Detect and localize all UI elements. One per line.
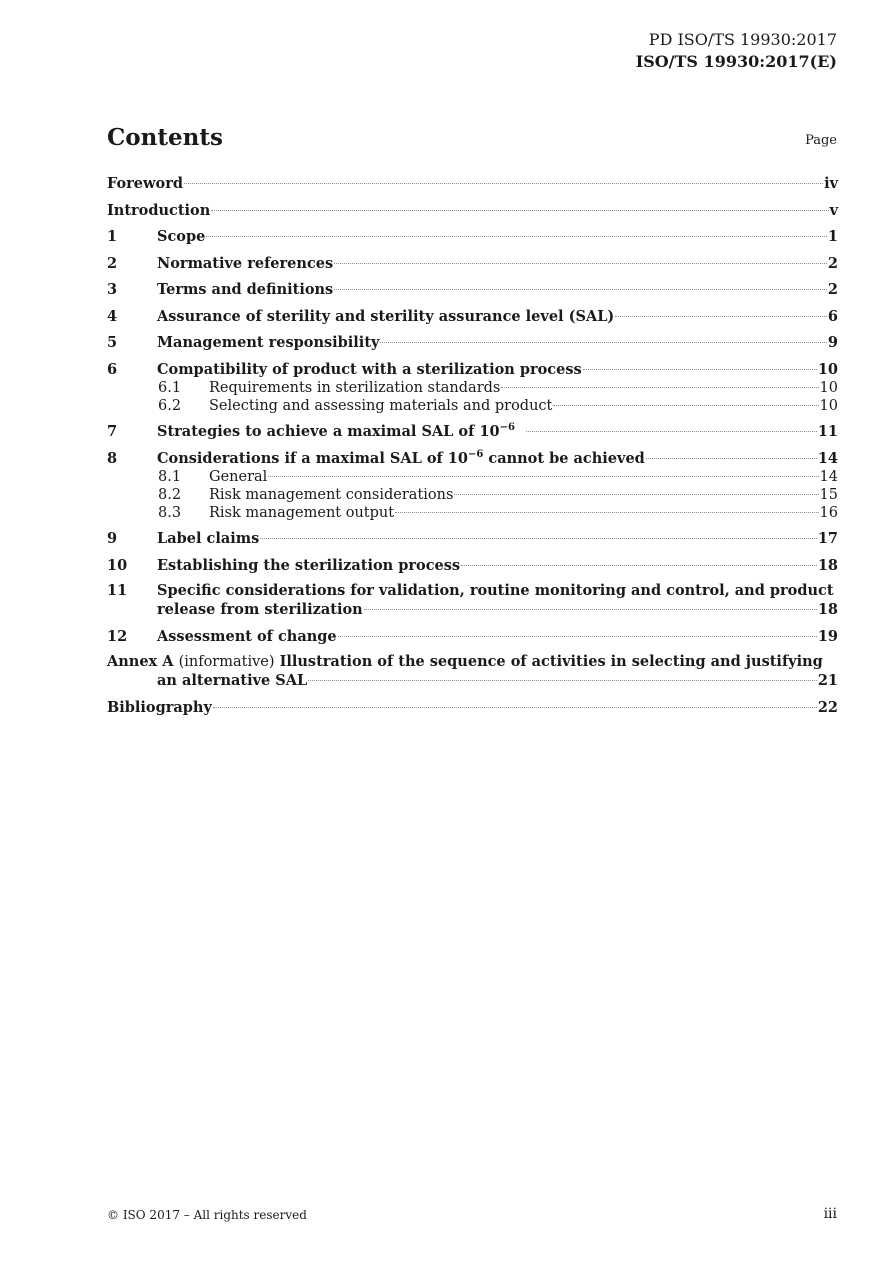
toc-subentry-title: Selecting and assessing materials and product	[209, 397, 553, 414]
toc-entry-number: 3	[107, 281, 118, 298]
toc-entry-number: 2	[107, 254, 118, 272]
toc-entry-6[interactable]	[107, 360, 838, 379]
dot-leader	[308, 680, 817, 681]
toc-entry-1[interactable]	[107, 227, 838, 246]
toc-entry-title: Label claims	[157, 530, 260, 547]
toc-subentry-8-3[interactable]	[107, 504, 838, 522]
dot-leader	[260, 538, 817, 539]
toc-entry-page: 1	[827, 228, 838, 245]
dot-leader	[380, 342, 826, 343]
toc-entry-page: iv	[824, 175, 838, 192]
toc-entry-number: 12	[107, 627, 128, 645]
dot-leader	[334, 289, 827, 290]
toc-entry-foreword[interactable]	[107, 174, 838, 193]
page-column-label: Page	[805, 133, 837, 148]
toc-entry-page: 2	[827, 254, 838, 272]
dot-leader	[211, 210, 828, 211]
dot-leader	[646, 458, 817, 459]
toc-entry-2[interactable]	[107, 254, 838, 273]
toc-subentry-number: 6.1	[158, 379, 182, 396]
toc-entry-4[interactable]	[107, 307, 838, 326]
toc-entry-introduction[interactable]	[107, 201, 838, 220]
toc-entry-number: 9	[107, 530, 118, 547]
toc-entry-5[interactable]	[107, 333, 838, 352]
dot-leader	[526, 431, 817, 432]
toc-subentry-number: 8.1	[158, 468, 182, 485]
dot-leader	[454, 494, 818, 495]
toc-entry-9[interactable]	[107, 529, 838, 548]
toc-entry-page: 18	[817, 600, 838, 618]
annex-type: (informative)	[178, 654, 275, 670]
toc-entry-title: Compatibility of product with a sterilization process	[157, 360, 582, 378]
toc-entry-8[interactable]	[107, 449, 838, 468]
toc-entry-page: 17	[817, 530, 838, 547]
superscript-exponent: −6	[499, 422, 515, 434]
toc-subentry-8-2[interactable]	[107, 486, 838, 504]
toc-entry-page: 6	[827, 307, 838, 325]
toc-entry-annex-a[interactable]	[107, 653, 838, 690]
annex-title-line1-text: Illustration of the sequence of activities in selecting and justifying	[279, 653, 823, 670]
dot-leader	[395, 512, 818, 513]
toc-entry-title: Terms and definitions	[157, 281, 334, 298]
toc-entry-page: v	[829, 201, 838, 219]
toc-subentry-title: General	[209, 468, 268, 485]
dot-leader	[334, 263, 827, 264]
toc-entry-number: 10	[107, 556, 128, 574]
toc-entry-page: 22	[817, 698, 838, 716]
toc-entry-page: 14	[817, 449, 838, 467]
dot-leader	[615, 316, 827, 317]
annex-title-line1	[107, 653, 838, 672]
dot-leader	[268, 476, 818, 477]
toc-entry-title: Assurance of sterility and sterility assurance level (SAL)	[157, 307, 615, 325]
dot-leader	[461, 565, 817, 566]
toc-subentry-page: 10	[819, 397, 838, 414]
toc-entry-title	[157, 422, 525, 441]
toc-entry-11[interactable]	[107, 582, 838, 619]
dot-leader	[213, 707, 817, 708]
toc-entry-number: 11	[107, 582, 128, 599]
toc-subentry-number: 8.2	[158, 486, 182, 503]
toc-subentry-6-1[interactable]	[107, 379, 838, 397]
toc-entry-page: 21	[817, 671, 838, 689]
toc-subentry-title: Risk management output	[209, 504, 395, 521]
toc-entry-title: Assessment of change	[157, 627, 337, 645]
toc-entry-12[interactable]	[107, 627, 838, 646]
dot-leader	[364, 609, 817, 610]
annex-title-line2: an alternative SAL	[157, 671, 308, 689]
toc-entry-page: 9	[827, 334, 838, 351]
toc-subentry-page: 10	[819, 379, 838, 396]
toc-entry-bibliography[interactable]	[107, 698, 838, 717]
header-document-number: PD ISO/TS 19930:2017	[648, 30, 837, 49]
superscript-exponent: −6	[467, 448, 484, 460]
toc-subentry-8-1[interactable]	[107, 468, 838, 486]
toc-entry-7[interactable]	[107, 422, 838, 441]
toc-entry-title: Management responsibility	[157, 334, 380, 351]
toc-entry-title-text-after: cannot be achieved	[483, 449, 645, 467]
toc-entry-title	[157, 449, 645, 468]
dot-leader	[583, 369, 817, 370]
toc-entry-title: Normative references	[157, 254, 334, 272]
toc-entry-number: 1	[107, 228, 118, 245]
toc-entry-title: Foreword	[107, 175, 183, 192]
toc-entry-page: 18	[817, 556, 838, 574]
toc-entry-title: Bibliography	[107, 698, 212, 716]
toc-entry-3[interactable]	[107, 280, 838, 299]
toc-entry-title: Scope	[157, 228, 206, 245]
toc-subentry-number: 6.2	[158, 397, 182, 414]
toc-entry-title-text: Considerations if a maximal SAL of 10	[157, 449, 468, 467]
toc-subentry-6-2[interactable]	[107, 397, 838, 415]
annex-title-line2-row	[107, 672, 838, 691]
toc-entry-title-block	[157, 582, 838, 619]
toc-entry-10[interactable]	[107, 556, 838, 575]
toc-entry-title-line1: Specific considerations for validation, routine monitoring and control, and product	[157, 582, 834, 599]
toc-subentry-number: 8.3	[158, 504, 182, 521]
toc-entry-number: 5	[107, 334, 118, 351]
toc-entry-page: 19	[817, 627, 838, 645]
header-document-id: ISO/TS 19930:2017(E)	[635, 52, 837, 71]
toc-entry-page: 2	[827, 281, 838, 298]
toc-entry-number: 4	[107, 307, 118, 325]
toc-entry-title-text: Strategies to achieve a maximal SAL of 10	[157, 423, 500, 440]
footer-copyright: © ISO 2017 – All rights reserved	[107, 1208, 307, 1222]
table-of-contents	[107, 174, 838, 717]
dot-leader	[501, 387, 818, 388]
toc-entry-title-line2: release from sterilization	[157, 600, 363, 618]
toc-entry-page: 11	[817, 423, 838, 440]
footer-page-number: iii	[823, 1206, 837, 1222]
toc-subentry-page: 16	[819, 504, 838, 521]
toc-entry-title: Establishing the sterilization process	[157, 556, 461, 574]
toc-entry-number: 7	[107, 423, 118, 440]
annex-label: Annex A	[107, 653, 174, 670]
toc-entry-page: 10	[817, 360, 838, 378]
toc-entry-title-block	[107, 653, 838, 690]
toc-subentry-title: Risk management considerations	[209, 486, 454, 503]
toc-entry-number: 6	[107, 360, 118, 378]
toc-entry-number: 8	[107, 449, 118, 467]
page-title: Contents	[107, 124, 223, 151]
toc-subentry-title: Requirements in sterilization standards	[209, 379, 501, 396]
toc-subentry-page: 14	[819, 468, 838, 485]
dot-leader	[553, 405, 818, 406]
toc-entry-title: Introduction	[107, 201, 211, 219]
dot-leader	[184, 183, 823, 184]
toc-subentry-page: 15	[819, 486, 838, 503]
toc-entry-title-line2-row	[157, 601, 838, 620]
dot-leader	[338, 636, 817, 637]
dot-leader	[206, 236, 827, 237]
